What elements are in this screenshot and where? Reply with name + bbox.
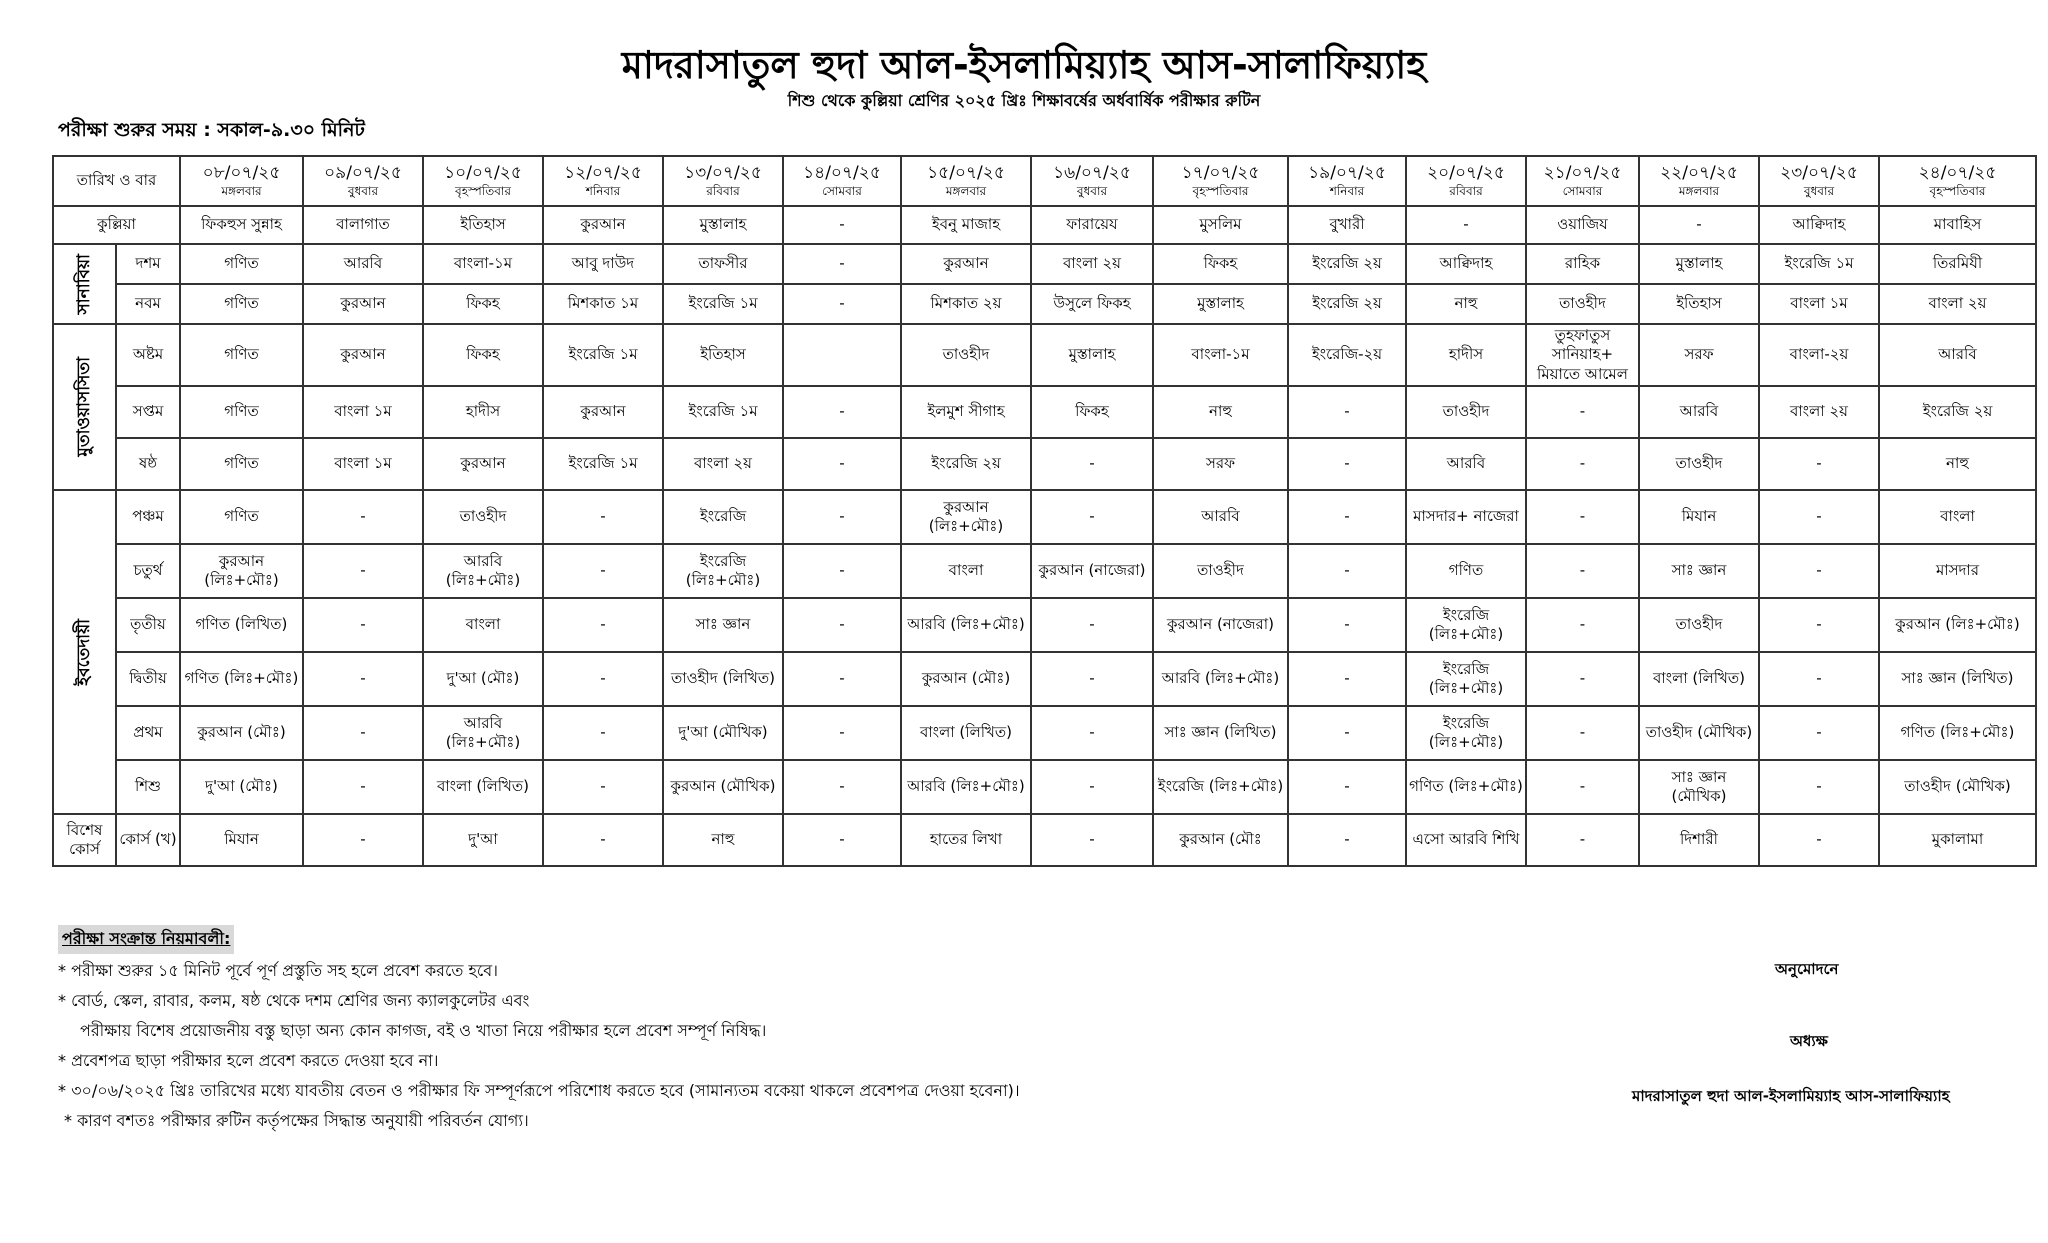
- subject-cell: -: [303, 490, 423, 544]
- subject-cell: মুস্তালাহ: [663, 206, 783, 244]
- table-row: [53, 760, 2036, 814]
- rules-title: পরীক্ষা সংক্রান্ত নিয়মাবলী:: [58, 925, 234, 954]
- subject-cell: আরবি: [1406, 438, 1526, 490]
- class-label: সপ্তম: [116, 386, 180, 438]
- subject-cell: -: [1526, 814, 1639, 866]
- subject-cell: গণিত: [180, 386, 303, 438]
- subject-cell: ইংরেজি ১ম: [663, 386, 783, 438]
- subject-cell: -: [783, 598, 901, 652]
- subject-cell: বাংলা-২য়: [1759, 324, 1879, 386]
- subject-cell: এসো আরবি শিখি: [1406, 814, 1526, 866]
- date-label: ১৯/০৭/২৫: [1308, 163, 1386, 184]
- subject-cell: সরফ: [1153, 438, 1288, 490]
- group-label-cell: [53, 244, 116, 324]
- subject-cell: ইলমুশ সীগাহ: [901, 386, 1031, 438]
- subject-cell: বাংলা: [1879, 490, 2036, 544]
- subject-cell: তিরমিযী: [1879, 244, 2036, 284]
- class-label: কুল্লিয়া: [53, 206, 180, 244]
- subject-cell: -: [1526, 760, 1639, 814]
- subject-cell: -: [1288, 544, 1406, 598]
- subject-cell: ইংরেজি ২য়: [1288, 244, 1406, 284]
- date-label: ১০/০৭/২৫: [444, 163, 522, 184]
- subject-cell: আক্বিদাহ: [1759, 206, 1879, 244]
- subject-cell: -: [1406, 206, 1526, 244]
- subject-cell: বাংলা ২য়: [1759, 386, 1879, 438]
- subject-cell: বালাগাত: [303, 206, 423, 244]
- header-label-cell: তারিখ ও বার: [53, 156, 180, 206]
- date-header-cell: [663, 156, 783, 206]
- subject-cell: রাহিক: [1526, 244, 1639, 284]
- exam-start-time: পরীক্ষা শুরুর সময় : সকাল-৯.৩০ মিনিট: [58, 119, 365, 141]
- subject-cell: কুরআন (নাজেরা): [1031, 544, 1153, 598]
- date-header-cell: [543, 156, 663, 206]
- subject-cell: মুস্তালাহ: [1153, 284, 1288, 324]
- subject-cell: -: [783, 438, 901, 490]
- subject-cell: -: [1288, 706, 1406, 760]
- subject-cell: মাবাহিস: [1879, 206, 2036, 244]
- day-label: রবিবার: [706, 184, 740, 199]
- subject-cell: -: [1031, 814, 1153, 866]
- date-label: ২৪/০৭/২৫: [1918, 163, 1997, 184]
- subject-cell: মাসদার+ নাজেরা: [1406, 490, 1526, 544]
- subject-cell: উসুলে ফিকহ: [1031, 284, 1153, 324]
- subject-cell: কুরআন (নাজেরা): [1153, 598, 1288, 652]
- subject-cell: -: [303, 814, 423, 866]
- subject-cell: বাংলা-১ম: [423, 244, 543, 284]
- subject-cell: মুস্তালাহ: [1031, 324, 1153, 386]
- table-row: [53, 244, 2036, 284]
- subject-cell: -: [1031, 706, 1153, 760]
- institution-signature-name: মাদরাসাতুল হুদা আল-ইসলামিয়্যাহ আস-সালাফিয়্যাহ: [1632, 1087, 1950, 1105]
- subject-cell: বাংলা-১ম: [1153, 324, 1288, 386]
- date-label: ১৭/০৭/২৫: [1181, 163, 1260, 184]
- subject-cell: বাংলা ১ম: [1759, 284, 1879, 324]
- subject-cell: তাওহীদ (মৌখিক): [1879, 760, 2036, 814]
- subject-cell: -: [303, 652, 423, 706]
- subject-cell: মুস্তালাহ: [1639, 244, 1759, 284]
- group-label: ইবতেদায়ী: [74, 618, 95, 686]
- date-header-cell: [1759, 156, 1879, 206]
- class-label: চতুর্থ: [116, 544, 180, 598]
- subject-cell: -: [1526, 706, 1639, 760]
- subject-cell: -: [543, 652, 663, 706]
- subject-cell: -: [1526, 438, 1639, 490]
- subject-cell: -: [1288, 652, 1406, 706]
- rule-item: পরীক্ষায় বিশেষ প্রয়োজনীয় বস্তু ছাড়া অন্য কোন কাগজ, বই ও খাতা নিয়ে পরীক্ষার হলে প্রবেশ সম্পূর্ণ নিষিদ্ধ।: [80, 1021, 767, 1040]
- table-row: [53, 706, 2036, 760]
- subject-cell: দিশারী: [1639, 814, 1759, 866]
- subject-cell: -: [1759, 814, 1879, 866]
- subject-cell: মিশকাত ১ম: [543, 284, 663, 324]
- subject-cell: সাঃ জ্ঞান: [663, 598, 783, 652]
- subject-cell: -: [783, 284, 901, 324]
- subject-cell: ইংরেজি ১ম: [663, 284, 783, 324]
- subject-cell: -: [783, 490, 901, 544]
- subject-cell: তাওহীদ (মৌখিক): [1639, 706, 1759, 760]
- subject-cell: ফিকহ: [423, 284, 543, 324]
- subject-cell: গণিত: [180, 244, 303, 284]
- subject-cell: হাদীস: [423, 386, 543, 438]
- subject-cell: -: [1288, 814, 1406, 866]
- date-label: ২৩/০৭/২৫: [1780, 163, 1858, 184]
- subject-cell: -: [1759, 598, 1879, 652]
- subject-cell: কুরআন (মৌঃ): [180, 706, 303, 760]
- date-header-cell: [1526, 156, 1639, 206]
- subject-cell: কুরআন: [543, 386, 663, 438]
- subject-cell: -: [1526, 386, 1639, 438]
- subject-cell: গণিত: [180, 284, 303, 324]
- group-label: সানাবিয়া: [74, 253, 95, 315]
- subject-cell: -: [783, 814, 901, 866]
- subject-cell: আরবি (লিঃ+মৌঃ): [901, 598, 1031, 652]
- subject-cell: বাংলা ১ম: [303, 386, 423, 438]
- document-subtitle: শিশু থেকে কুল্লিয়া শ্রেণির ২০২৫ খ্রিঃ শিক্ষাবর্ষের অর্ধবার্ষিক পরীক্ষার রুটিন: [787, 91, 1261, 110]
- document-title: মাদরাসাতুল হুদা আল-ইসলামিয়্যাহ আস-সালাফিয়্যাহ: [621, 43, 1427, 87]
- subject-cell: ওয়াজিয: [1526, 206, 1639, 244]
- subject-cell: দু'আ: [423, 814, 543, 866]
- subject-cell: মিযান: [180, 814, 303, 866]
- subject-cell: ফিকহ: [423, 324, 543, 386]
- subject-cell: কুরআন: [423, 438, 543, 490]
- date-header-cell: [783, 156, 901, 206]
- group-label: মুতাওয়াসসিতা: [74, 357, 95, 457]
- date-header-cell: [303, 156, 423, 206]
- subject-cell: ইংরেজি (লিঃ+মৌঃ): [1153, 760, 1288, 814]
- subject-cell: ফিকহ: [1031, 386, 1153, 438]
- subject-cell: ফিকহুস সুন্নাহ: [180, 206, 303, 244]
- kulliya-row: [53, 206, 2036, 244]
- subject-cell: কুরআন (মৌখিক): [663, 760, 783, 814]
- subject-cell: ইংরেজি ২য়: [1288, 284, 1406, 324]
- subject-cell: -: [1031, 490, 1153, 544]
- subject-cell: তাফসীর: [663, 244, 783, 284]
- subject-cell: বাংলা ২য়: [1031, 244, 1153, 284]
- table-row: [53, 544, 2036, 598]
- date-header-cell: [1288, 156, 1406, 206]
- subject-cell: কুরআন (মৌঃ): [901, 652, 1031, 706]
- class-label: অষ্টম: [116, 324, 180, 386]
- date-header-cell: [180, 156, 303, 206]
- subject-cell: তাওহীদ: [1406, 386, 1526, 438]
- subject-cell: -: [1031, 438, 1153, 490]
- subject-cell: ফিকহ: [1153, 244, 1288, 284]
- subject-cell: কুরআন: [303, 324, 423, 386]
- subject-cell: মুকালামা: [1879, 814, 2036, 866]
- subject-cell: ইংরেজি (লিঃ+মৌঃ): [663, 544, 783, 598]
- subject-cell: -: [303, 760, 423, 814]
- subject-cell: -: [303, 706, 423, 760]
- subject-cell: বাংলা: [423, 598, 543, 652]
- subject-cell: -: [1288, 760, 1406, 814]
- subject-cell: হাদীস: [1406, 324, 1526, 386]
- subject-cell: -: [783, 386, 901, 438]
- subject-cell: আরবি: [1153, 490, 1288, 544]
- subject-cell: তাওহীদ: [1639, 438, 1759, 490]
- day-label: বৃহস্পতিবার: [1929, 184, 1986, 199]
- subject-cell: -: [783, 206, 901, 244]
- date-header-cell: [1639, 156, 1759, 206]
- subject-cell: গণিত: [180, 438, 303, 490]
- subject-cell: -: [303, 598, 423, 652]
- subject-cell: ইবনু মাজাহ: [901, 206, 1031, 244]
- class-label: তৃতীয়: [116, 598, 180, 652]
- subject-cell: তাওহীদ: [901, 324, 1031, 386]
- day-label: শনিবার: [585, 184, 621, 199]
- day-label: বৃহস্পতিবার: [1192, 184, 1249, 199]
- table-row: [53, 284, 2036, 324]
- class-label: ষষ্ঠ: [116, 438, 180, 490]
- subject-cell: -: [783, 760, 901, 814]
- day-label: বুধবার: [1076, 184, 1108, 199]
- rule-item: * বোর্ড, স্কেল, রাবার, কলম, ষষ্ঠ থেকে দশম শ্রেণির জন্য ক্যালকুলেটর এবং: [58, 991, 530, 1010]
- subject-cell: -: [1031, 760, 1153, 814]
- table-row: [53, 598, 2036, 652]
- subject-cell: বাংলা (লিখিত): [1639, 652, 1759, 706]
- day-label: মঙ্গলবার: [221, 184, 262, 199]
- subject-cell: গণিত (লিঃ+মৌঃ): [1406, 760, 1526, 814]
- subject-cell: -: [1288, 598, 1406, 652]
- subject-cell: ইংরেজি ১ম: [543, 438, 663, 490]
- subject-cell: ফারায়েয: [1031, 206, 1153, 244]
- subject-cell: ইংরেজি ১ম: [1759, 244, 1879, 284]
- exam-routine-table: [52, 155, 2037, 867]
- subject-cell: কুরআন (মৌঃ: [1153, 814, 1288, 866]
- subject-cell: মাসদার: [1879, 544, 2036, 598]
- subject-cell: নাহু: [663, 814, 783, 866]
- date-header-cell: [1406, 156, 1526, 206]
- subject-cell: তাওহীদ: [423, 490, 543, 544]
- subject-cell: আরবি (লিঃ+মৌঃ): [423, 706, 543, 760]
- subject-cell: -: [1759, 438, 1879, 490]
- subject-cell: -: [1526, 652, 1639, 706]
- subject-cell: -: [543, 760, 663, 814]
- subject-cell: বাংলা ১ম: [303, 438, 423, 490]
- subject-cell: ইতিহাস: [663, 324, 783, 386]
- subject-cell: বাংলা: [901, 544, 1031, 598]
- subject-cell: ইংরেজি (লিঃ+মৌঃ): [1406, 598, 1526, 652]
- day-label: বুধবার: [347, 184, 379, 199]
- table-row: [53, 324, 2036, 386]
- subject-cell: সাঃ জ্ঞান (লিখিত): [1879, 652, 2036, 706]
- date-label: ২২/০৭/২৫: [1660, 163, 1738, 184]
- subject-cell: -: [1031, 652, 1153, 706]
- subject-cell: আরবি (লিঃ+মৌঃ): [423, 544, 543, 598]
- subject-cell: -: [543, 598, 663, 652]
- subject-cell: মুসলিম: [1153, 206, 1288, 244]
- subject-cell: ইংরেজি: [663, 490, 783, 544]
- header-row: [53, 156, 2036, 206]
- date-label: ২১/০৭/২৫: [1543, 163, 1622, 184]
- group-label-cell: [53, 490, 116, 814]
- subject-cell: ইতিহাস: [423, 206, 543, 244]
- subject-cell: কুরআন: [303, 284, 423, 324]
- subject-cell: -: [543, 814, 663, 866]
- subject-cell: নাহু: [1153, 386, 1288, 438]
- day-label: শনিবার: [1329, 184, 1365, 199]
- subject-cell: -: [1288, 386, 1406, 438]
- subject-cell: নাহু: [1406, 284, 1526, 324]
- special-course-row: [53, 814, 2036, 866]
- table-row: [53, 652, 2036, 706]
- approval-label: অনুমোদনে: [1775, 960, 1839, 978]
- subject-cell: আরবি: [303, 244, 423, 284]
- class-label: দ্বিতীয়: [116, 652, 180, 706]
- subject-cell: [783, 324, 901, 386]
- subject-cell: ইংরেজি ২য়: [1879, 386, 2036, 438]
- subject-cell: -: [1526, 490, 1639, 544]
- subject-cell: দু'আ (মৌঃ): [180, 760, 303, 814]
- date-header-cell: [1031, 156, 1153, 206]
- date-header-cell: [1153, 156, 1288, 206]
- date-header-cell: [423, 156, 543, 206]
- subject-cell: তাওহীদ: [1639, 598, 1759, 652]
- subject-cell: সরফ: [1639, 324, 1759, 386]
- date-label: ১২/০৭/২৫: [564, 163, 642, 184]
- day-label: সোমবার: [822, 184, 862, 199]
- subject-cell: -: [1288, 438, 1406, 490]
- subject-cell: আরবি (লিঃ+মৌঃ): [1153, 652, 1288, 706]
- class-label: শিশু: [116, 760, 180, 814]
- subject-cell: তাওহীদ: [1153, 544, 1288, 598]
- date-label: ১৪/০৭/২৫: [803, 163, 881, 184]
- subject-cell: মিশকাত ২য়: [901, 284, 1031, 324]
- group-label-cell: [53, 324, 116, 490]
- principal-label: অধ্যক্ষ: [1790, 1032, 1828, 1050]
- subject-cell: ইংরেজি ২য়: [901, 438, 1031, 490]
- subject-cell: -: [1526, 598, 1639, 652]
- subject-cell: -: [1288, 490, 1406, 544]
- date-label: ১৬/০৭/২৫: [1053, 163, 1131, 184]
- table-row: [53, 438, 2036, 490]
- subject-cell: ইংরেজি (লিঃ+মৌঃ): [1406, 706, 1526, 760]
- subject-cell: ইংরেজি ১ম: [543, 324, 663, 386]
- subject-cell: আরবি: [1639, 386, 1759, 438]
- subject-cell: -: [1759, 760, 1879, 814]
- subject-cell: -: [543, 544, 663, 598]
- day-label: মঙ্গলবার: [1678, 184, 1720, 199]
- date-label: ২০/০৭/২৫: [1427, 163, 1505, 184]
- subject-cell: -: [1759, 544, 1879, 598]
- subject-cell: -: [783, 544, 901, 598]
- subject-cell: দু'আ (মৌখিক): [663, 706, 783, 760]
- class-label: প্রথম: [116, 706, 180, 760]
- subject-cell: কুরআন (লিঃ+মৌঃ): [1879, 598, 2036, 652]
- subject-cell: -: [1759, 652, 1879, 706]
- subject-cell: সাঃ জ্ঞান (লিখিত): [1153, 706, 1288, 760]
- rule-item: * কারণ বশতঃ পরীক্ষার রুটিন কর্তৃপক্ষের সিদ্ধান্ত অনুযায়ী পরিবর্তন যোগ্য।: [64, 1111, 529, 1130]
- subject-cell: গণিত (লিখিত): [180, 598, 303, 652]
- subject-cell: -: [1639, 206, 1759, 244]
- subject-cell: গণিত: [1406, 544, 1526, 598]
- subject-cell: -: [1759, 490, 1879, 544]
- class-label: দশম: [116, 244, 180, 284]
- special-course-label: বিশেষ কোর্স: [53, 814, 116, 866]
- subject-cell: ইতিহাস: [1639, 284, 1759, 324]
- date-label: ১৩/০৭/২৫: [684, 163, 762, 184]
- subject-cell: -: [543, 490, 663, 544]
- subject-cell: দু'আ (মৌঃ): [423, 652, 543, 706]
- subject-cell: -: [303, 544, 423, 598]
- subject-cell: গণিত (লিঃ+মৌঃ): [180, 652, 303, 706]
- subject-cell: তাওহীদ: [1526, 284, 1639, 324]
- subject-cell: বাংলা (লিখিত): [901, 706, 1031, 760]
- subject-cell: ইংরেজি (লিঃ+মৌঃ): [1406, 652, 1526, 706]
- subject-cell: -: [783, 706, 901, 760]
- date-header-cell: [901, 156, 1031, 206]
- subject-cell: তাওহীদ (লিখিত): [663, 652, 783, 706]
- subject-cell: গণিত: [180, 324, 303, 386]
- subject-cell: বাংলা ২য়: [663, 438, 783, 490]
- date-label: ০৮/০৭/২৫: [202, 163, 281, 184]
- subject-cell: গণিত: [180, 490, 303, 544]
- rule-item: * পরীক্ষা শুরুর ১৫ মিনিট পূর্বে পূর্ণ প্রস্তুতি সহ হলে প্রবেশ করতে হবে।: [58, 961, 498, 980]
- subject-cell: আরবি: [1879, 324, 2036, 386]
- subject-cell: তুহফাতুস সানিয়াহ+ মিয়াতে আমেল: [1526, 324, 1639, 386]
- subject-cell: আরবি (লিঃ+মৌঃ): [901, 760, 1031, 814]
- table-row: [53, 490, 2036, 544]
- subject-cell: সাঃ জ্ঞান: [1639, 544, 1759, 598]
- subject-cell: আবু দাউদ: [543, 244, 663, 284]
- table-row: [53, 386, 2036, 438]
- subject-cell: নাহু: [1879, 438, 2036, 490]
- rule-item: * ৩০/০৬/২০২৫ খ্রিঃ তারিখের মধ্যে যাবতীয় বেতন ও পরীক্ষার ফি সম্পূর্ণরূপে পরিশোধ করতে হবে (সামান্যতম বকেয়া থাকলে প্রবেশপত্র দেওয়া হবেনা)।: [58, 1081, 1020, 1100]
- subject-cell: কুরআন (লিঃ+মৌঃ): [901, 490, 1031, 544]
- subject-cell: হাতের লিখা: [901, 814, 1031, 866]
- date-label: ১৫/০৭/২৫: [927, 163, 1005, 184]
- subject-cell: গণিত (লিঃ+মৌঃ): [1879, 706, 2036, 760]
- rule-item: * প্রবেশপত্র ছাড়া পরীক্ষার হলে প্রবেশ করতে দেওয়া হবে না।: [58, 1051, 439, 1070]
- subject-cell: ইংরেজি-২য়: [1288, 324, 1406, 386]
- date-header-cell: [1879, 156, 2036, 206]
- subject-cell: -: [1759, 706, 1879, 760]
- subject-cell: কুরআন: [901, 244, 1031, 284]
- subject-cell: বাংলা ২য়: [1879, 284, 2036, 324]
- day-label: বৃহস্পতিবার: [455, 184, 511, 199]
- date-label: ০৯/০৭/২৫: [324, 163, 402, 184]
- subject-cell: -: [543, 706, 663, 760]
- subject-cell: -: [1526, 544, 1639, 598]
- class-label: নবম: [116, 284, 180, 324]
- subject-cell: কুরআন (লিঃ+মৌঃ): [180, 544, 303, 598]
- day-label: সোমবার: [1562, 184, 1603, 199]
- class-label: পঞ্চম: [116, 490, 180, 544]
- day-label: বুধবার: [1803, 184, 1835, 199]
- subject-cell: -: [1031, 598, 1153, 652]
- subject-cell: -: [783, 244, 901, 284]
- subject-cell: আক্বিদাহ: [1406, 244, 1526, 284]
- subject-cell: বাংলা (লিখিত): [423, 760, 543, 814]
- special-course-sublabel: কোর্স (খ): [116, 814, 180, 866]
- subject-cell: কুরআন: [543, 206, 663, 244]
- day-label: মঙ্গলবার: [945, 184, 987, 199]
- subject-cell: -: [783, 652, 901, 706]
- subject-cell: সাঃ জ্ঞান (মৌখিক): [1639, 760, 1759, 814]
- day-label: রবিবার: [1449, 184, 1483, 199]
- subject-cell: বুখারী: [1288, 206, 1406, 244]
- subject-cell: মিযান: [1639, 490, 1759, 544]
